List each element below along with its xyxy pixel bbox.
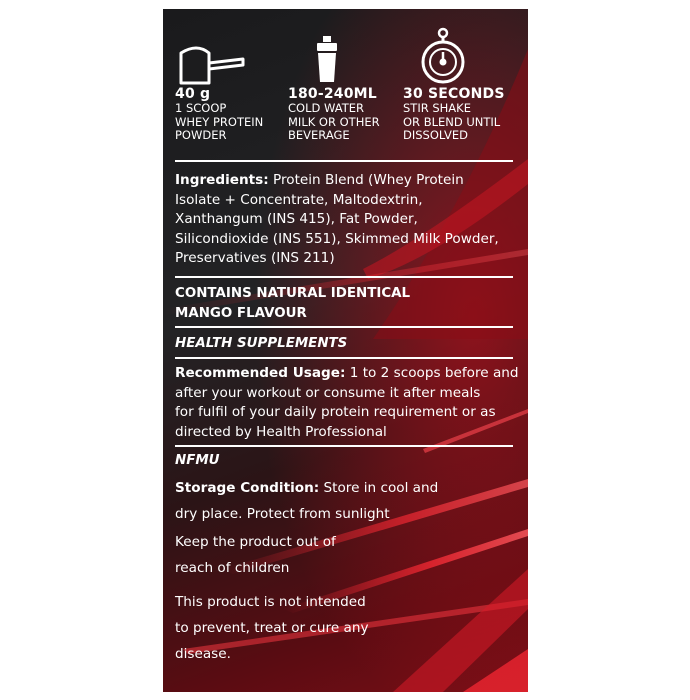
divider [175,326,513,328]
shaker-bottle-icon [314,35,340,83]
label-panel [163,9,528,692]
ingredients-label: Ingredients: [175,172,269,188]
scoop-icon [177,39,247,85]
nfmu-label: NFMU [175,453,220,468]
step-1-desc: 1 SCOOP WHEY PROTEIN POWDER [175,101,264,142]
category-heading: HEALTH SUPPLEMENTS [175,336,348,351]
step-3-title: 30 SECONDS [403,86,505,102]
step-2-title: 180-240ML [288,86,377,102]
storage-label: Storage Condition: [175,480,320,496]
step-3-desc: STIR SHAKE OR BLEND UNTIL DISSOLVED [403,101,501,142]
divider [175,276,513,278]
flavour-statement: CONTAINS NATURAL IDENTICAL MANGO FLAVOUR [175,286,411,321]
divider [175,445,513,447]
storage-block: Storage Condition: Store in cool and dry place. Protect from sunlight [175,480,439,522]
keep-out-notice: Keep the product out of reach of children [175,534,336,576]
step-2-desc: COLD WATER MILK OR OTHER BEVERAGE [288,101,380,142]
disclaimer: This product is not intended to prevent, treat or cure any disease. [175,594,369,662]
divider [175,160,513,162]
divider [175,357,513,359]
usage-block: Recommended Usage: 1 to 2 scoops before and after your workout or consume it after meals for fulfil of your daily protein requirement or as directed by Health Professional [175,365,519,440]
stopwatch-icon [420,27,466,85]
step-1-title: 40 g [175,86,211,102]
usage-label: Recommended Usage: [175,365,346,381]
ingredients-block: Ingredients: Protein Blend (Whey Protein Isolate + Concentrate, Maltodextrin, Xanthangum (INS 415), Fat Powder, Silicondioxide (INS 551), Skimmed Milk Powder, Preservatives (INS 211) [175,172,499,266]
